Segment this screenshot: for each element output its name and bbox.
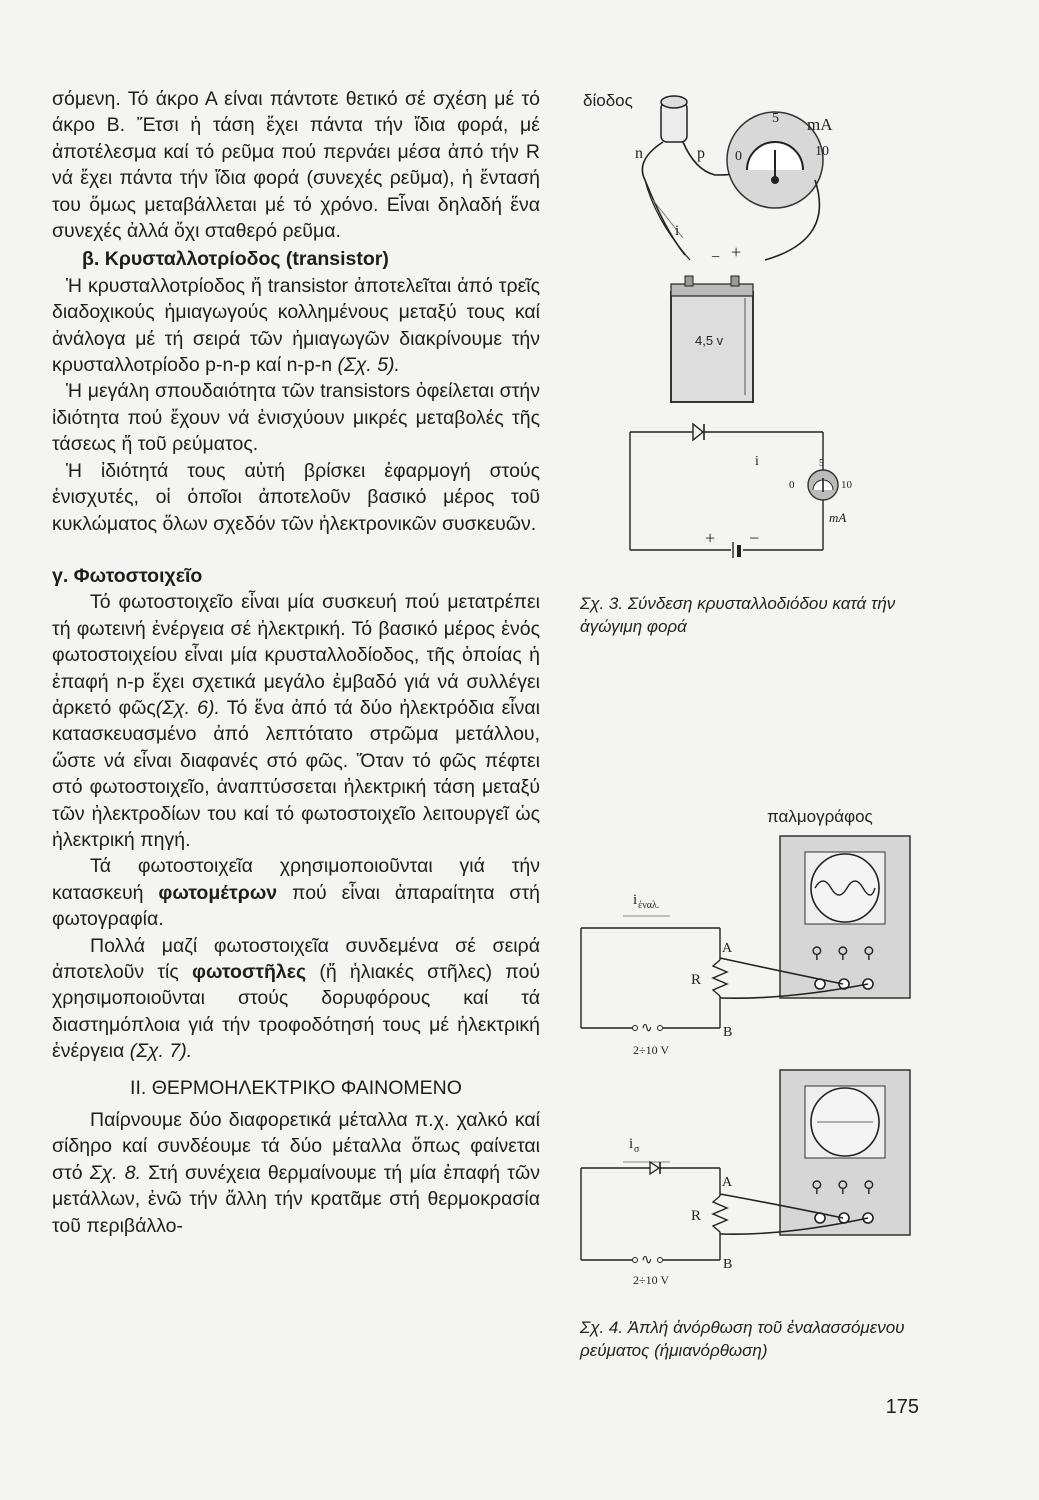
schematic-meter-5: 5 — [819, 458, 824, 469]
schematic-meter-0: 0 — [789, 479, 795, 491]
page-number: 175 — [885, 1396, 919, 1418]
meter-5: 5 — [772, 111, 779, 126]
figure-4-caption: Σχ. 4. Ἁπλή ἀνόρθωση τοῦ ἐναλασσόμενου ρεύματος (ἡμιανόρθωση) — [580, 1318, 905, 1360]
svg-text:∿: ∿ — [641, 1021, 653, 1036]
current-i-label: i — [675, 223, 680, 239]
resistor-R-2: R — [691, 1208, 702, 1224]
i-ac-label: i — [633, 892, 638, 908]
svg-text:∿: ∿ — [641, 1253, 653, 1268]
terminal-A-2: A — [722, 1175, 733, 1190]
ref-fig8: Σχ. 8. — [89, 1161, 141, 1184]
battery-voltage: 4,5 v — [695, 333, 724, 348]
i-s-label: i — [629, 1136, 634, 1152]
ref-fig6: (Σχ. 6). — [155, 696, 220, 719]
paragraph-thermo-a: Παίρνουμε δύο διαφορετικά μέταλλα π.χ. χαλκό καί σίδηρο καί συνδέουμε τά δύο μέταλλα ὅπως φαίνεται στό — [52, 1109, 540, 1184]
oscillograph-2 — [780, 1070, 910, 1235]
diode-label: δίοδος — [583, 91, 633, 110]
terminal-B-1: B — [723, 1025, 733, 1040]
diode-circuit-schematic — [630, 424, 838, 558]
i-ac-sub: ἐναλ. — [638, 900, 660, 911]
oscillograph-1 — [780, 836, 910, 998]
figure-4-drawing — [575, 800, 925, 1310]
paragraph-photocell-text-b: Τό ἕνα ἀπό τά δύο ἠλεκτρόδια εἶναι κατασκευασμένο ἀπό λεπτότατο στρῶμα μετάλλου, ὥστε νά εἶναι διαφανές στό φῶς. Ὅταν τό φῶς πέφτει στό φωτοστοιχεῖο, ἀναπτύσσεται ἠλεκτρική τάση μεταξύ τῶν ἠλεκτροδίων του καί τό φωτοστοιχεῖο λειτουργεῖ ὡς ἠλεκτρική πηγή. — [52, 696, 540, 851]
oscillograph-label: παλμογράφος — [767, 807, 873, 826]
svg-text:⚲: ⚲ — [811, 945, 823, 962]
heading-thermoelectric: II. ΘΕΡΜΟΗΛΕΚΤΡΙΚΟ ΦΑΙΝΟΜΕΝΟ — [130, 1076, 462, 1099]
battery-plus: + — [731, 242, 742, 262]
schematic-i: i — [755, 454, 759, 469]
term-solar-cells: φωτοστῆλες — [192, 961, 307, 983]
figure-4 — [575, 800, 925, 1310]
paragraph-solar — [52, 933, 540, 1065]
term-photometers: φωτομέτρων — [158, 881, 278, 904]
paragraph-photocell — [52, 589, 540, 853]
schematic-meter-10: 10 — [841, 479, 852, 491]
paragraph-photocell-text-a: Τό φωτοστοιχεῖο εἶναι μία συσκευή πού μετατρέπει τή φωτεινή ἐνέργεια σέ ἠλεκτρική. Τό βασικό μέρος ἑνός φωτοστοιχείου εἶναι μία κρυσταλλοδίοδος, τῆς ὁποίας ἡ ἐπαφή n-p ἔχει σχετικά μεγάλο ἐμβαδό γιά νά συλλέγει ἀρκετό φῶς — [52, 591, 540, 719]
paragraph-transistor-text: Ἡ κρυσταλλοτρίοδος ἤ transistor ἀποτελεῖται ἀπό τρεῖς διαδοχικούς ἡμιαγωγούς κολλημένους μεταξύ τους καί ἀνάλογα μέ τή σειρά τῶν ἡμιαγωγῶν διακρίνουμε τήν κρυσταλλοτρίοδο p-n-p καί n-p-n — [52, 274, 540, 377]
paragraph-photometers-c: πού εἶναι ἀπαραίτητα στή φωτογραφία. — [52, 881, 541, 931]
meter-10: 10 — [815, 144, 829, 159]
paragraph-solar-a: Πολλά μαζί φωτοστοιχεῖα συνδεμένα σέ σειρά ἀποτελοῦν τίς — [52, 934, 540, 983]
resistor-R-1: R — [691, 972, 702, 988]
paragraph-transistor — [52, 273, 540, 379]
svg-text:⚲: ⚲ — [837, 945, 849, 962]
paragraph-thermoelectric — [52, 1107, 540, 1239]
ref-fig7: (Σχ. 7). — [129, 1040, 193, 1063]
paragraph-thermo-c: Στή συνέχεια θερμαίνουμε τή μία ἐπαφή τῶν μετάλλων, ἐνῶ τήν ἄλλη τήν κρατᾶμε στή θερμοκρασία τοῦ περιβάλλο- — [52, 1161, 540, 1237]
terminal-A-1: A — [722, 941, 733, 956]
label-n: n — [635, 145, 643, 162]
svg-text:⚲: ⚲ — [837, 1179, 849, 1196]
text-column — [52, 86, 540, 1239]
meter-0: 0 — [735, 149, 742, 164]
paragraph-amplifiers: Ἡ ἰδιότητά τους αὐτή βρίσκει ἐφαρμογή στούς ἐνισχυτές, οἱ ὁποῖοι ἀποτελοῦν βασικό μέρος τοῦ κυκλώματος ὅλων σχεδόν τῶν ἠλεκτρονικῶν συσκευῶν. — [52, 459, 540, 535]
i-s-sub: σ — [634, 1144, 640, 1155]
paragraph-intro: σόμενη. Τό άκρο Α είναι πάντοτε θετικό σέ σχέση μέ τό άκρο Β. Ἔτσι ἡ τάση ἔχει πάντα τήν ἴδια φορά, μέ ἀποτέλεσμα καί τό ρεῦμα πού περνάει μέσα ἀπό τήν R νά ἔχει πάντα τήν ἴδια φορά (συνεχές ρεῦμα), ἡ ἔντασή του ὅμως μεταβάλλεται μέ τό χρόνο. Εἶναι δηλαδή ἕνα συνεχές ἀλλά ὄχι σταθερό ρεῦμα. — [52, 88, 540, 243]
paragraph-photometers — [52, 853, 540, 932]
paragraph-solar-c: (ἤ ἡλιακές στῆλες) πού χρησιμοποιοῦνται στούς δορυφόρους καί τά διαστημόπλοια γιά τήν τροφοδότησή τους μέ ἠλεκτρική ἐνέργεια — [52, 961, 540, 1063]
figure-3-drawing — [575, 80, 895, 580]
svg-text:⚲: ⚲ — [863, 1179, 875, 1196]
schematic-meter-unit: mA — [829, 510, 847, 525]
figure-3-caption: Σχ. 3. Σύνδεση κρυσταλλοδιόδου κατά τήν ἀγώγιμη φορά — [580, 594, 896, 636]
svg-text:⚲: ⚲ — [811, 1179, 823, 1196]
schematic-plus: + — [705, 528, 716, 548]
heading-transistor — [52, 246, 540, 272]
figure-3 — [575, 80, 895, 580]
ref-fig5: (Σχ. 5). — [337, 354, 400, 377]
svg-text:⚲: ⚲ — [863, 945, 875, 962]
source-2: 2÷10 V — [633, 1273, 670, 1287]
heading-transistor-text: β. Κρυσταλλοτρίοδος (transistor) — [82, 248, 389, 271]
battery-minus: − — [711, 249, 721, 266]
label-p: p — [697, 145, 705, 162]
schematic-minus: − — [749, 528, 760, 548]
heading-photocell-text: γ. Φωτοστοιχεῖο — [52, 564, 203, 587]
paragraph-photometers-a: Τά φωτοστοιχεῖα χρησιμοποιοῦνται γιά τήν κατασκευή — [52, 855, 540, 904]
terminal-B-2: B — [723, 1257, 733, 1272]
paragraph-importance: Ἡ μεγάλη σπουδαιότητα τῶν transistors ὀφείλεται στήν ἰδιότητα πού ἔχουν νά ἐνισχύουν μικρές μεταβολές τῆς τάσεως ἤ τοῦ ρεύματος. — [52, 380, 540, 456]
heading-photocell — [52, 563, 540, 589]
source-1: 2÷10 V — [633, 1043, 670, 1057]
meter-unit: mA — [807, 115, 833, 134]
